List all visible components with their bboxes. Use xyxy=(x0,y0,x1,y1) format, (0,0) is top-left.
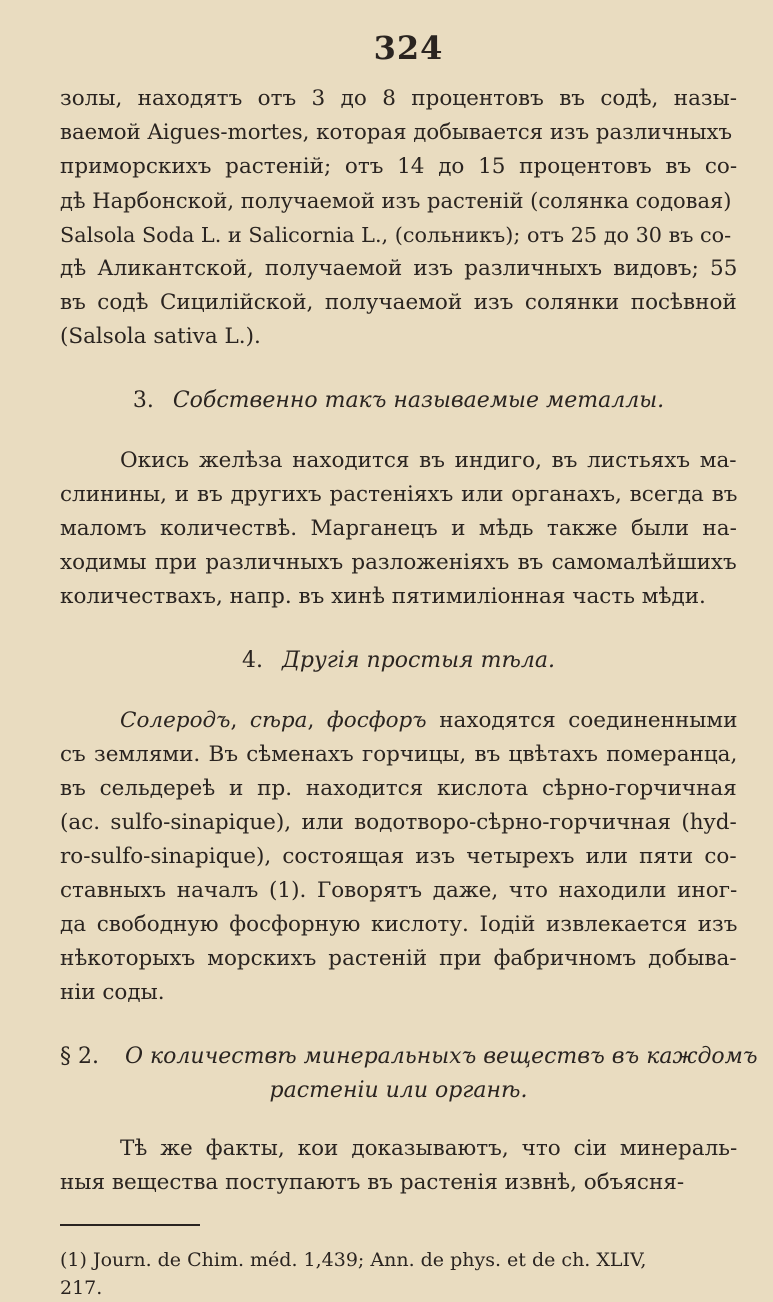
separator: , xyxy=(230,708,250,733)
text-line: (Salsola sativa L.). xyxy=(60,324,261,349)
heading-number: 3. xyxy=(132,388,154,413)
text-line: дѣ Нарбонской, получаемой изъ растеній (солянка содовая) xyxy=(60,189,732,213)
footnote-line: (1) Journ. de Chim. méd. 1,439; Ann. de phys. et de ch. XLIV, xyxy=(60,1249,647,1271)
text-line: ставныхъ началъ (1). Говорятъ даже, что находили иног- xyxy=(60,878,738,903)
heading-title: Собственно такъ называемые металлы. xyxy=(172,388,665,413)
term-carbon: Солеродъ xyxy=(120,708,231,733)
text-line: маломъ количествѣ. Марганецъ и мѣдь также были на- xyxy=(60,516,737,541)
section-title-line1: О количествѣ минеральныхъ веществъ въ каждомъ xyxy=(124,1044,758,1069)
text-line: въ содѣ Сицилійской, получаемой изъ солянки посѣвной xyxy=(60,290,737,315)
text-line: въ сельдереѣ и пр. находится кислота сѣрно-горчичная xyxy=(60,776,737,801)
text-line: золы, находятъ отъ 3 до 8 процентовъ въ содѣ, назы- xyxy=(60,86,738,111)
section-2-heading xyxy=(60,1040,758,1108)
heading-metals xyxy=(60,384,737,418)
paragraph-quantity xyxy=(60,1132,737,1200)
heading-number: 4. xyxy=(242,648,263,673)
text-line: ваемой Aigues-mortes, которая добывается изъ различныхъ xyxy=(60,120,733,145)
text-rest: находятся соединенными xyxy=(426,708,738,733)
term-sulfur: сѣра xyxy=(249,708,308,733)
text-line: ніи соды. xyxy=(60,980,165,1005)
term-phosphorus: фосфоръ xyxy=(326,708,427,733)
text-line: количествахъ, напр. въ хинѣ пятимиліонная часть мѣди. xyxy=(60,584,706,609)
separator: , xyxy=(307,708,327,733)
text-line: нѣкоторыхъ морскихъ растеній при фабричномъ добыва- xyxy=(60,946,737,971)
text-line: приморскихъ растеній; отъ 14 до 15 процентовъ въ со- xyxy=(60,154,738,179)
text-line: Salsola Soda L. и Salicornia L., (сольникъ); отъ 25 до 30 въ со- xyxy=(60,223,732,247)
page-number: 324 xyxy=(373,29,444,67)
heading-title: Другія простыя тѣла. xyxy=(282,648,555,673)
text-line: да свободную фосфорную кислоту. Іодій извлекается изъ xyxy=(60,912,738,937)
heading-other-bodies xyxy=(60,644,737,678)
text-line: ходимы при различныхъ разложеніяхъ въ самомалѣйшихъ xyxy=(60,550,737,575)
text-line: (ac. sulfo-sinapique), или водотворо-сѣрно-горчичная (hyd- xyxy=(60,810,737,835)
text-line: слинины, и въ другихъ растеніяхъ или органахъ, всегда въ xyxy=(60,482,738,507)
section-heading-row xyxy=(60,1040,758,1074)
footnote-rule xyxy=(60,1224,200,1226)
text-line: Окись желѣза находится въ индиго, въ листьяхъ ма- xyxy=(120,448,737,473)
paragraph-metals xyxy=(60,444,737,614)
section-title-line2: растеніи или органѣ. xyxy=(269,1078,528,1103)
section-mark: § 2. xyxy=(60,1044,99,1069)
paragraph-other-bodies xyxy=(60,704,737,1010)
text-line-first xyxy=(60,704,737,738)
text-line: ro-sulfo-sinapique), состоящая изъ четырехъ или пяти со- xyxy=(60,844,737,869)
footnote xyxy=(60,1246,737,1302)
text-line: Тѣ же факты, кои доказываютъ, что сіи минераль- xyxy=(120,1136,738,1161)
text-line: дѣ Аликантской, получаемой изъ различныхъ видовъ; 55 xyxy=(60,256,738,281)
footnote-line: 217. xyxy=(60,1277,103,1299)
text-line: съ землями. Въ сѣменахъ горчицы, въ цвѣтахъ померанца, xyxy=(60,742,738,767)
paragraph-soda xyxy=(60,82,737,354)
text-line: ныя вещества поступаютъ въ растенія извнѣ, объясня- xyxy=(60,1170,685,1195)
